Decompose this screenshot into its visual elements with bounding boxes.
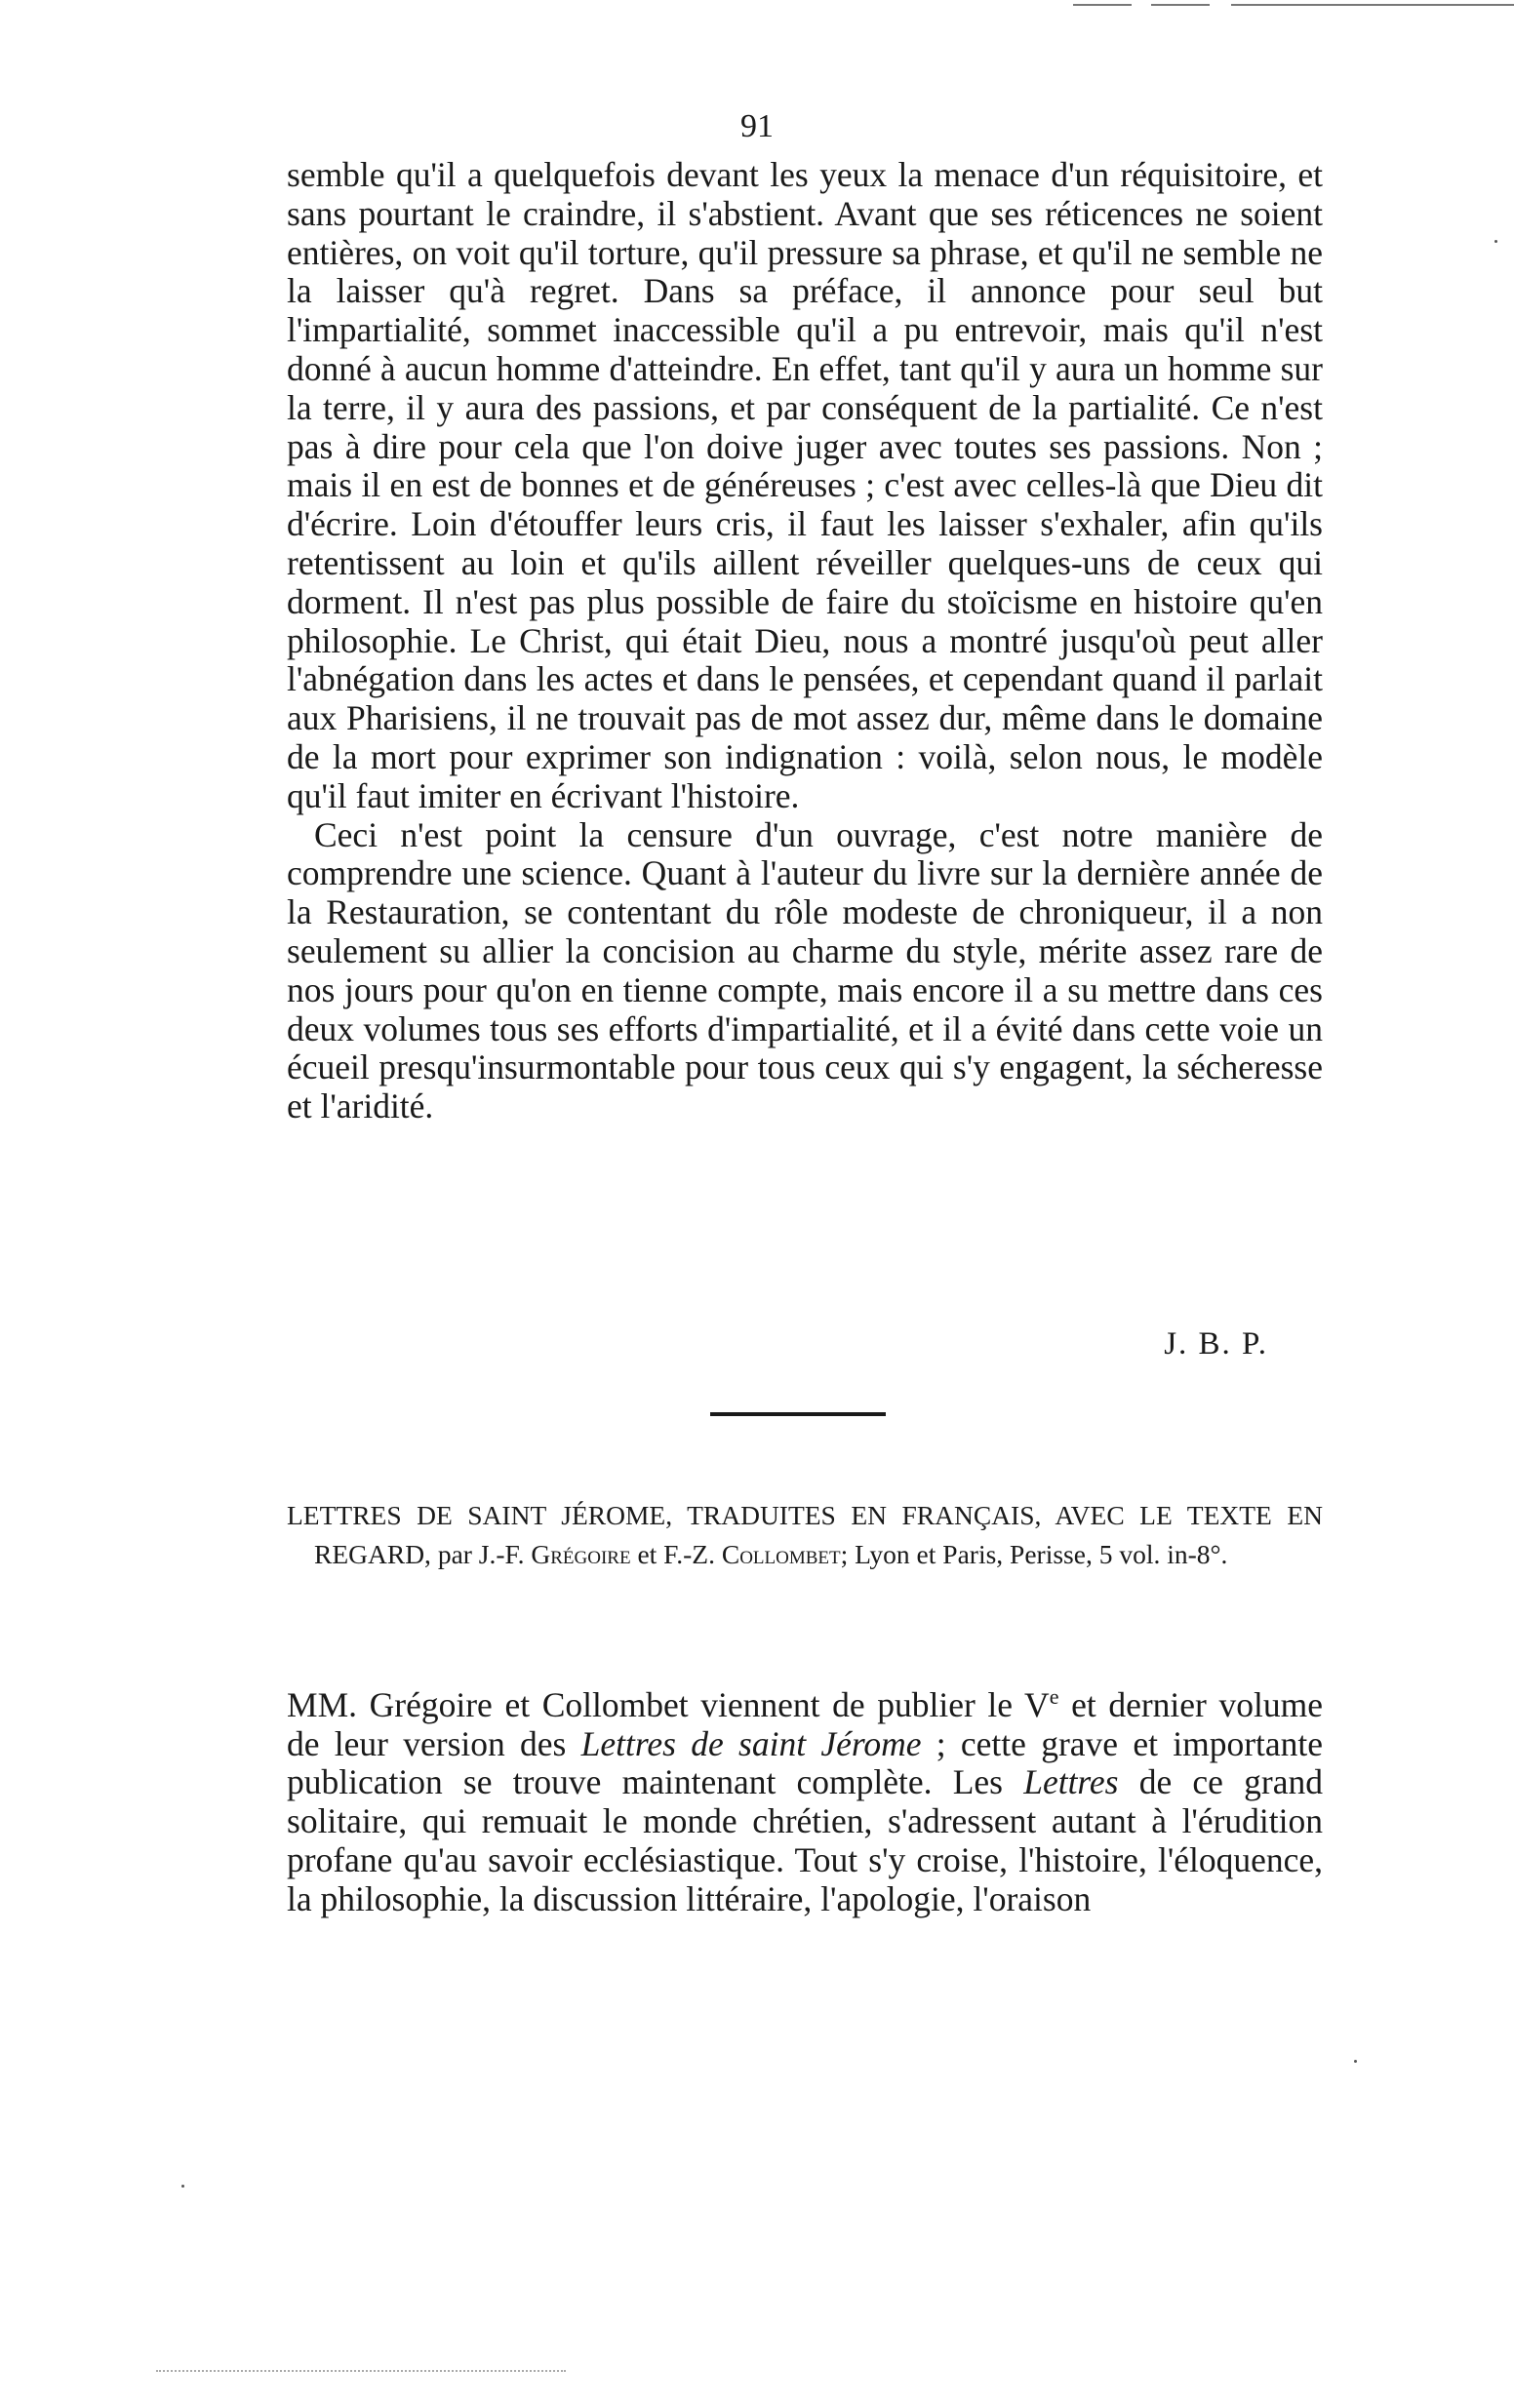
scan-speck <box>1354 2060 1357 2063</box>
heading-text: et F.-Z. <box>637 1539 715 1569</box>
author-name: Grégoire <box>531 1539 631 1569</box>
text-run: MM. Grégoire et Collombet viennent de publier le V <box>287 1684 1050 1724</box>
review-heading <box>287 1496 1323 1574</box>
italic-title: Lettres de saint Jérome <box>580 1723 922 1763</box>
text-run: et dernier volume de leur version des <box>287 1684 1323 1763</box>
paragraph: semble qu'il a quelquefois devant les yeux la menace d'un réquisitoire, et sans pourtant le craindre, il s'abstient. Avant que ses réticences ne soient entières, on voit qu'il torture, qu'il pressure sa phrase, et qu'il ne semble ne la laisser qu'à regret. Dans sa préface, il annonce pour seul but l'impartialité, sommet inaccessible qu'il a pu entrevoir, mais qu'il n'est donné à aucun homme d'atteindre. En effet, tant qu'il y aura un homme sur la terre, il y aura des passions, et par conséquent de la partialité. Ce n'est pas à dire pour cela que l'on doive juger avec toutes ses passions. Non ; mais il en est de bonnes et de généreuses ; c'est avec celles-là que Dieu dit d'écrire. Loin d'étouffer leurs cris, il faut les laisser s'exhaler, afin qu'ils retentissent au loin et qu'ils aillent réveiller quelques-uns de ceux qui dorment. Il n'est pas plus possible de faire du stoïcisme en histoire qu'en philosophie. Le Christ, qui était Dieu, nous a montré jusqu'où peut aller l'abnégation dans les actes et dans le pensées, et cependant quand il parlait aux Pharisiens, il ne trouvait pas de mot assez dur, même dans le domaine de la mort pour exprimer son indignation : voilà, selon nous, le modèle qu'il faut imiter en écrivant l'histoire. <box>287 155 1323 815</box>
review-text <box>287 1678 1323 1919</box>
scan-edge-mark <box>1231 4 1514 6</box>
continued-review-text <box>287 156 1323 1126</box>
bibliographic-entry <box>287 1496 1323 1574</box>
paragraph: Ceci n'est point la censure d'un ouvrage, c'est notre manière de comprendre une science. Quant à l'auteur du livre sur la dernière année de la Restauration, se contentant du rôle modeste de chroniqueur, il a non seulement su allier la concision au charme du style, mérite assez rare de nos jours pour qu'on en tienne compte, mais encore il a su mettre dans ces deux volumes tous ses efforts d'impartialité, et il a évité dans cette voie un écueil presqu'insurmontable pour tous ceux qui s'y engagent, la sécheresse et l'aridité. <box>287 814 1323 1126</box>
scan-speck <box>181 2185 184 2188</box>
book-title: LETTRES DE SAINT JÉROME, TRADUITES EN FRANÇAIS, AVEC LE TEXTE EN REGARD, <box>287 1500 1323 1569</box>
page-number: 91 <box>740 108 774 144</box>
publication-details: ; Lyon et Paris, Perisse, 5 vol. in-8°. <box>840 1539 1228 1569</box>
text-run: ; cette grave et importante publication se trouve maintenant complète. Les <box>287 1723 1324 1802</box>
italic-title: Lettres <box>1023 1762 1119 1802</box>
scan-edge-mark <box>1151 4 1210 6</box>
heading-text: par J.-F. <box>437 1539 525 1569</box>
author-name: Collombet <box>721 1539 841 1569</box>
section-divider <box>710 1412 886 1416</box>
scan-edge-mark <box>1073 4 1132 6</box>
scan-edge-mark <box>156 2370 566 2372</box>
scan-speck <box>1494 240 1497 243</box>
paragraph <box>287 1678 1323 1919</box>
superscript: e <box>1049 1684 1059 1709</box>
text-run: de ce grand solitaire, qui remuait le monde chrétien, s'adressent autant à l'érudition profane qu'au savoir ecclésiastique. Tout s'y croise, l'histoire, l'éloquence, la philosophie, la discussion littéraire, l'apologie, l'oraison <box>287 1762 1323 1918</box>
author-initials: J. B. P. <box>1164 1326 1268 1362</box>
